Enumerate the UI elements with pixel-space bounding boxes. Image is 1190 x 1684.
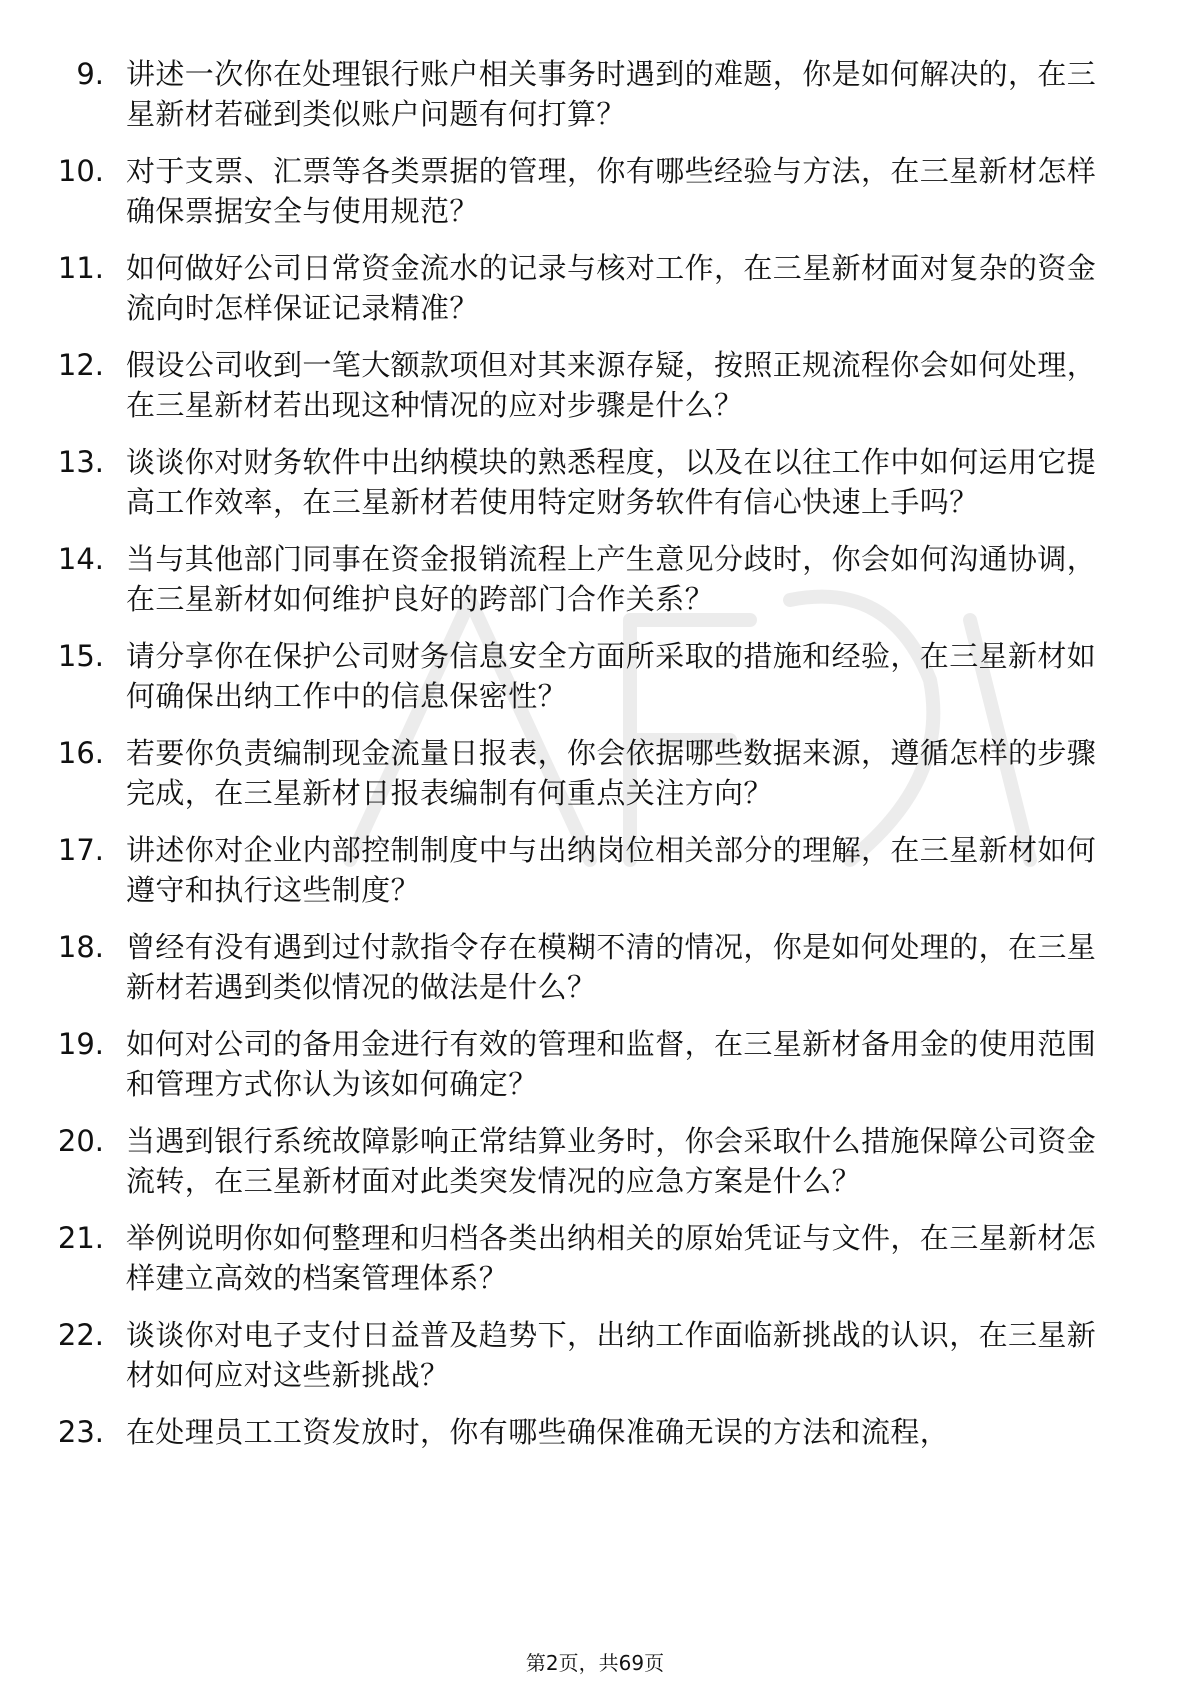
question-text: 举例说明你如何整理和归档各类出纳相关的原始凭证与文件，在三星新材怎样建立高效的档案管理体系？ <box>126 1221 1097 1295</box>
question-text: 讲述一次你在处理银行账户相关事务时遇到的难题，你是如何解决的，在三星新材若碰到类似账户问题有何打算？ <box>126 57 1097 131</box>
question-number: 15. <box>57 639 104 673</box>
question-list <box>0 54 1190 1469</box>
question-number: 10. <box>57 154 104 188</box>
question-item <box>0 539 1190 619</box>
question-item <box>0 1121 1190 1201</box>
question-number: 14. <box>57 542 104 576</box>
question-number: 20. <box>57 1124 104 1158</box>
question-number: 21. <box>57 1221 104 1255</box>
question-number: 16. <box>57 736 104 770</box>
question-number: 9. <box>76 57 104 91</box>
question-text: 当遇到银行系统故障影响正常结算业务时，你会采取什么措施保障公司资金流转，在三星新材面对此类突发情况的应急方案是什么？ <box>126 1124 1097 1198</box>
question-item <box>0 345 1190 425</box>
question-number: 17. <box>57 833 104 867</box>
question-text: 谈谈你对电子支付日益普及趋势下，出纳工作面临新挑战的认识，在三星新材如何应对这些新挑战？ <box>126 1318 1097 1392</box>
question-number: 19. <box>57 1027 104 1061</box>
question-number: 22. <box>57 1318 104 1352</box>
question-text: 假设公司收到一笔大额款项但对其来源存疑，按照正规流程你会如何处理，在三星新材若出现这种情况的应对步骤是什么？ <box>126 348 1097 422</box>
question-text: 曾经有没有遇到过付款指令存在模糊不清的情况，你是如何处理的，在三星新材若遇到类似情况的做法是什么？ <box>126 930 1097 1004</box>
question-item <box>0 830 1190 910</box>
question-text: 如何对公司的备用金进行有效的管理和监督，在三星新材备用金的使用范围和管理方式你认为该如何确定？ <box>126 1027 1097 1101</box>
question-item <box>0 1218 1190 1298</box>
question-text: 如何做好公司日常资金流水的记录与核对工作，在三星新材面对复杂的资金流向时怎样保证记录精准？ <box>126 251 1097 325</box>
question-text: 讲述你对企业内部控制制度中与出纳岗位相关部分的理解，在三星新材如何遵守和执行这些制度？ <box>126 833 1097 907</box>
question-item <box>0 1412 1190 1452</box>
question-number: 18. <box>57 930 104 964</box>
question-number: 13. <box>57 445 104 479</box>
page-footer: 第2页，共69页 <box>525 1651 665 1675</box>
question-item <box>0 1024 1190 1104</box>
question-number: 23. <box>57 1415 104 1449</box>
question-item <box>0 151 1190 231</box>
question-text: 请分享你在保护公司财务信息安全方面所采取的措施和经验，在三星新材如何确保出纳工作中的信息保密性？ <box>126 639 1097 713</box>
question-text: 若要你负责编制现金流量日报表，你会依据哪些数据来源，遵循怎样的步骤完成，在三星新材日报表编制有何重点关注方向？ <box>126 736 1097 810</box>
question-item <box>0 442 1190 522</box>
question-number: 11. <box>57 251 104 285</box>
question-item <box>0 1315 1190 1395</box>
question-text: 在处理员工工资发放时，你有哪些确保准确无误的方法和流程， <box>126 1415 950 1449</box>
question-item <box>0 927 1190 1007</box>
question-text: 谈谈你对财务软件中出纳模块的熟悉程度，以及在以往工作中如何运用它提高工作效率，在三星新材若使用特定财务软件有信心快速上手吗？ <box>126 445 1097 519</box>
question-item <box>0 733 1190 813</box>
question-item <box>0 636 1190 716</box>
question-item <box>0 54 1190 134</box>
question-number: 12. <box>57 348 104 382</box>
question-text: 对于支票、汇票等各类票据的管理，你有哪些经验与方法，在三星新材怎样确保票据安全与使用规范？ <box>126 154 1097 228</box>
question-text: 当与其他部门同事在资金报销流程上产生意见分歧时，你会如何沟通协调，在三星新材如何维护良好的跨部门合作关系？ <box>126 542 1097 616</box>
question-item <box>0 248 1190 328</box>
